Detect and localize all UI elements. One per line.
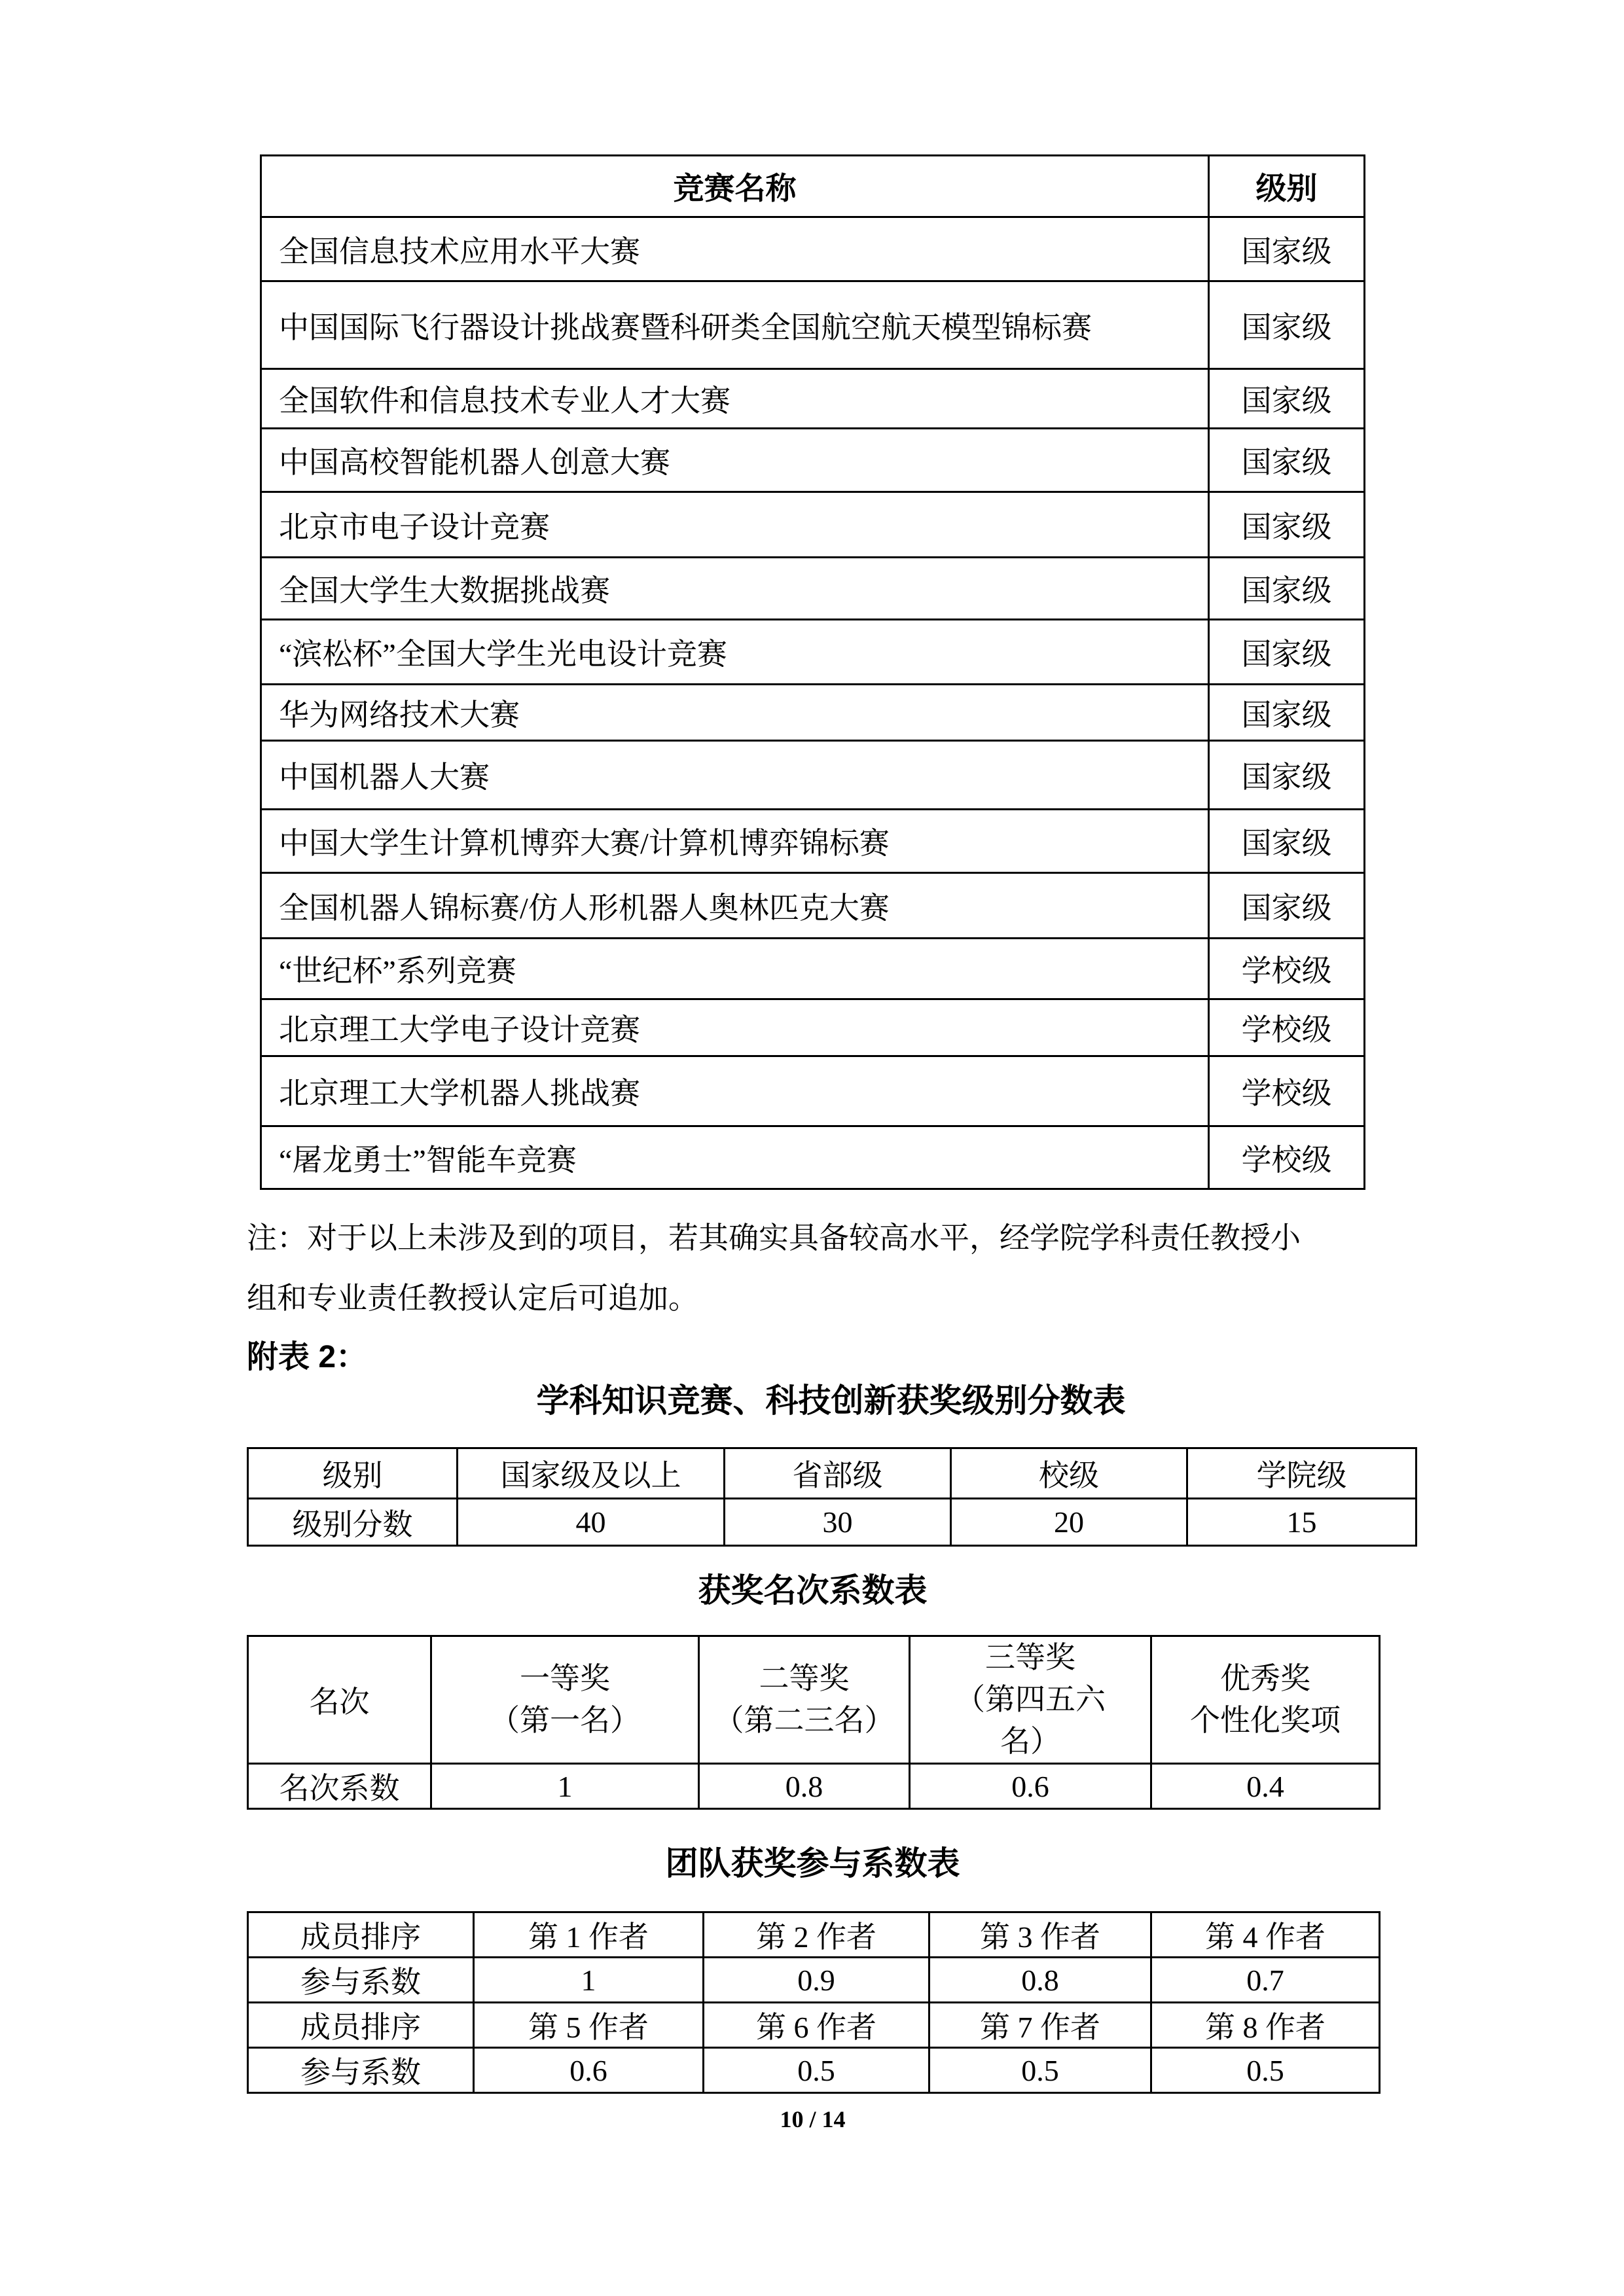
competition-name-cell: 全国信息技术应用水平大赛 [261, 217, 1209, 281]
competition-name-cell: 全国机器人锦标赛/仿人形机器人奥林匹克大赛 [261, 873, 1209, 939]
third-prize-header [910, 1636, 1151, 1764]
team-table-title: 团队获奖参与系数表 [665, 1845, 960, 1882]
level-cell: 国家级 [1209, 217, 1365, 281]
level-cell: 国家级 [1209, 369, 1365, 429]
level-cell: 国家级 [1209, 810, 1365, 873]
level-cell: 国家级 [1209, 558, 1365, 620]
competition-name-cell: 华为网络技术大赛 [261, 685, 1209, 741]
rank-value-cell: 1 [431, 1764, 699, 1809]
level-cell: 国家级 [1209, 741, 1365, 810]
first-prize-header [431, 1636, 699, 1764]
note-paragraph [247, 1208, 1405, 1329]
competition-name-header: 竞赛名称 [261, 156, 1209, 217]
header-line: （第二三名） [713, 1704, 895, 1737]
member-order-label: 成员排序 [248, 1912, 474, 1958]
author-cell: 第 7 作者 [929, 2003, 1151, 2048]
appendix-2-label: 附表 2： [247, 1340, 368, 1374]
level-cell: 学校级 [1209, 939, 1365, 999]
table-header-row [248, 1636, 1380, 1764]
table-row [261, 939, 1365, 999]
level-cell: 学校级 [1209, 1126, 1365, 1189]
coefficient-cell: 0.6 [474, 2048, 704, 2093]
page-number: 10 / 14 [780, 2106, 846, 2132]
level-cell: 国家级 [1209, 281, 1365, 369]
rank-value-cell: 0.4 [1151, 1764, 1380, 1809]
score-value-cell: 40 [458, 1499, 725, 1546]
competition-name-cell: 中国国际飞行器设计挑战赛暨科研类全国航空航天模型锦标赛 [261, 281, 1209, 369]
coefficient-cell: 0.5 [1151, 2048, 1380, 2093]
table-row [248, 1499, 1416, 1546]
table-row [261, 999, 1365, 1056]
table-row [248, 2048, 1380, 2093]
table-row [248, 1912, 1380, 1958]
rank-row-label: 名次系数 [248, 1764, 431, 1809]
competition-name-cell: “世纪杯”系列竞赛 [261, 939, 1209, 999]
college-level-header: 学院级 [1187, 1448, 1416, 1499]
second-prize-header [699, 1636, 910, 1764]
participation-label: 参与系数 [248, 1958, 474, 2003]
member-order-label: 成员排序 [248, 2003, 474, 2048]
coefficient-cell: 0.5 [929, 2048, 1151, 2093]
table-row [261, 741, 1365, 810]
table-header-row [261, 156, 1365, 217]
rank-table-title: 获奖名次系数表 [698, 1572, 928, 1609]
note-line: 组和专业责任教授认定后可追加。 [247, 1282, 698, 1315]
coefficient-cell: 0.5 [704, 2048, 929, 2093]
coefficient-cell: 0.7 [1151, 1958, 1380, 2003]
participation-label: 参与系数 [248, 2048, 474, 2093]
table-row [261, 1126, 1365, 1189]
table-row [261, 281, 1365, 369]
table-header-row [248, 1448, 1416, 1499]
table-row [261, 1056, 1365, 1126]
table-row [248, 1958, 1380, 2003]
coefficient-cell: 0.8 [929, 1958, 1151, 2003]
competition-name-cell: “屠龙勇士”智能车竞赛 [261, 1126, 1209, 1189]
header-line: （第四五六 [955, 1683, 1106, 1716]
competition-level-table [260, 154, 1365, 1190]
author-cell: 第 8 作者 [1151, 2003, 1380, 2048]
table-row [261, 558, 1365, 620]
header-line: 三等奖 [985, 1641, 1075, 1674]
coefficient-cell: 0.9 [704, 1958, 929, 2003]
team-coefficient-table [247, 1911, 1380, 2094]
competition-name-cell: 北京理工大学机器人挑战赛 [261, 1056, 1209, 1126]
rank-coefficient-table [247, 1635, 1380, 1810]
rank-corner-cell: 名次 [248, 1636, 431, 1764]
header-line: 名） [1000, 1725, 1060, 1758]
score-value-cell: 15 [1187, 1499, 1416, 1546]
rank-value-cell: 0.8 [699, 1764, 910, 1809]
table-row [261, 217, 1365, 281]
score-table-title: 学科知识竞赛、科技创新获奖级别分数表 [536, 1382, 1126, 1419]
competition-name-cell: 北京市电子设计竞赛 [261, 492, 1209, 558]
score-value-cell: 30 [725, 1499, 951, 1546]
author-cell: 第 1 作者 [474, 1912, 704, 1958]
level-score-table [247, 1447, 1417, 1547]
note-line: 注：对于以上未涉及到的项目，若其确实具备较高水平，经学院学科责任教授小 [247, 1221, 1301, 1255]
level-cell: 国家级 [1209, 492, 1365, 558]
table-row [261, 685, 1365, 741]
header-line: 一等奖 [520, 1662, 610, 1695]
author-cell: 第 2 作者 [704, 1912, 929, 1958]
provincial-level-header: 省部级 [725, 1448, 951, 1499]
level-header: 级别 [1209, 156, 1365, 217]
header-line: 二等奖 [759, 1662, 850, 1695]
author-cell: 第 4 作者 [1151, 1912, 1380, 1958]
school-level-header: 校级 [951, 1448, 1187, 1499]
level-cell: 国家级 [1209, 685, 1365, 741]
table-row [261, 873, 1365, 939]
level-cell: 学校级 [1209, 999, 1365, 1056]
national-level-header: 国家级及以上 [458, 1448, 725, 1499]
header-line: 个性化奖项 [1190, 1704, 1341, 1737]
score-row-label: 级别分数 [248, 1499, 458, 1546]
table-row [261, 620, 1365, 685]
author-cell: 第 6 作者 [704, 2003, 929, 2048]
table-row [261, 429, 1365, 492]
coefficient-cell: 1 [474, 1958, 704, 2003]
header-line: （第一名） [490, 1704, 640, 1737]
table-row [261, 369, 1365, 429]
table-row [261, 810, 1365, 873]
level-cell: 国家级 [1209, 873, 1365, 939]
level-cell: 学校级 [1209, 1056, 1365, 1126]
header-line: 优秀奖 [1220, 1662, 1310, 1695]
author-cell: 第 5 作者 [474, 2003, 704, 2048]
level-cell: 国家级 [1209, 620, 1365, 685]
competition-name-cell: 中国机器人大赛 [261, 741, 1209, 810]
competition-name-cell: 北京理工大学电子设计竞赛 [261, 999, 1209, 1056]
excellence-prize-header [1151, 1636, 1380, 1764]
table-row [261, 492, 1365, 558]
author-cell: 第 3 作者 [929, 1912, 1151, 1958]
competition-name-cell: 中国高校智能机器人创意大赛 [261, 429, 1209, 492]
competition-name-cell: 全国软件和信息技术专业人才大赛 [261, 369, 1209, 429]
competition-name-cell: 全国大学生大数据挑战赛 [261, 558, 1209, 620]
competition-name-cell: “滨松杯”全国大学生光电设计竞赛 [261, 620, 1209, 685]
score-value-cell: 20 [951, 1499, 1187, 1546]
competition-name-cell: 中国大学生计算机博弈大赛/计算机博弈锦标赛 [261, 810, 1209, 873]
level-cell: 国家级 [1209, 429, 1365, 492]
table-row [248, 1764, 1380, 1809]
rank-value-cell: 0.6 [910, 1764, 1151, 1809]
level-header-cell: 级别 [248, 1448, 458, 1499]
table-row [248, 2003, 1380, 2048]
